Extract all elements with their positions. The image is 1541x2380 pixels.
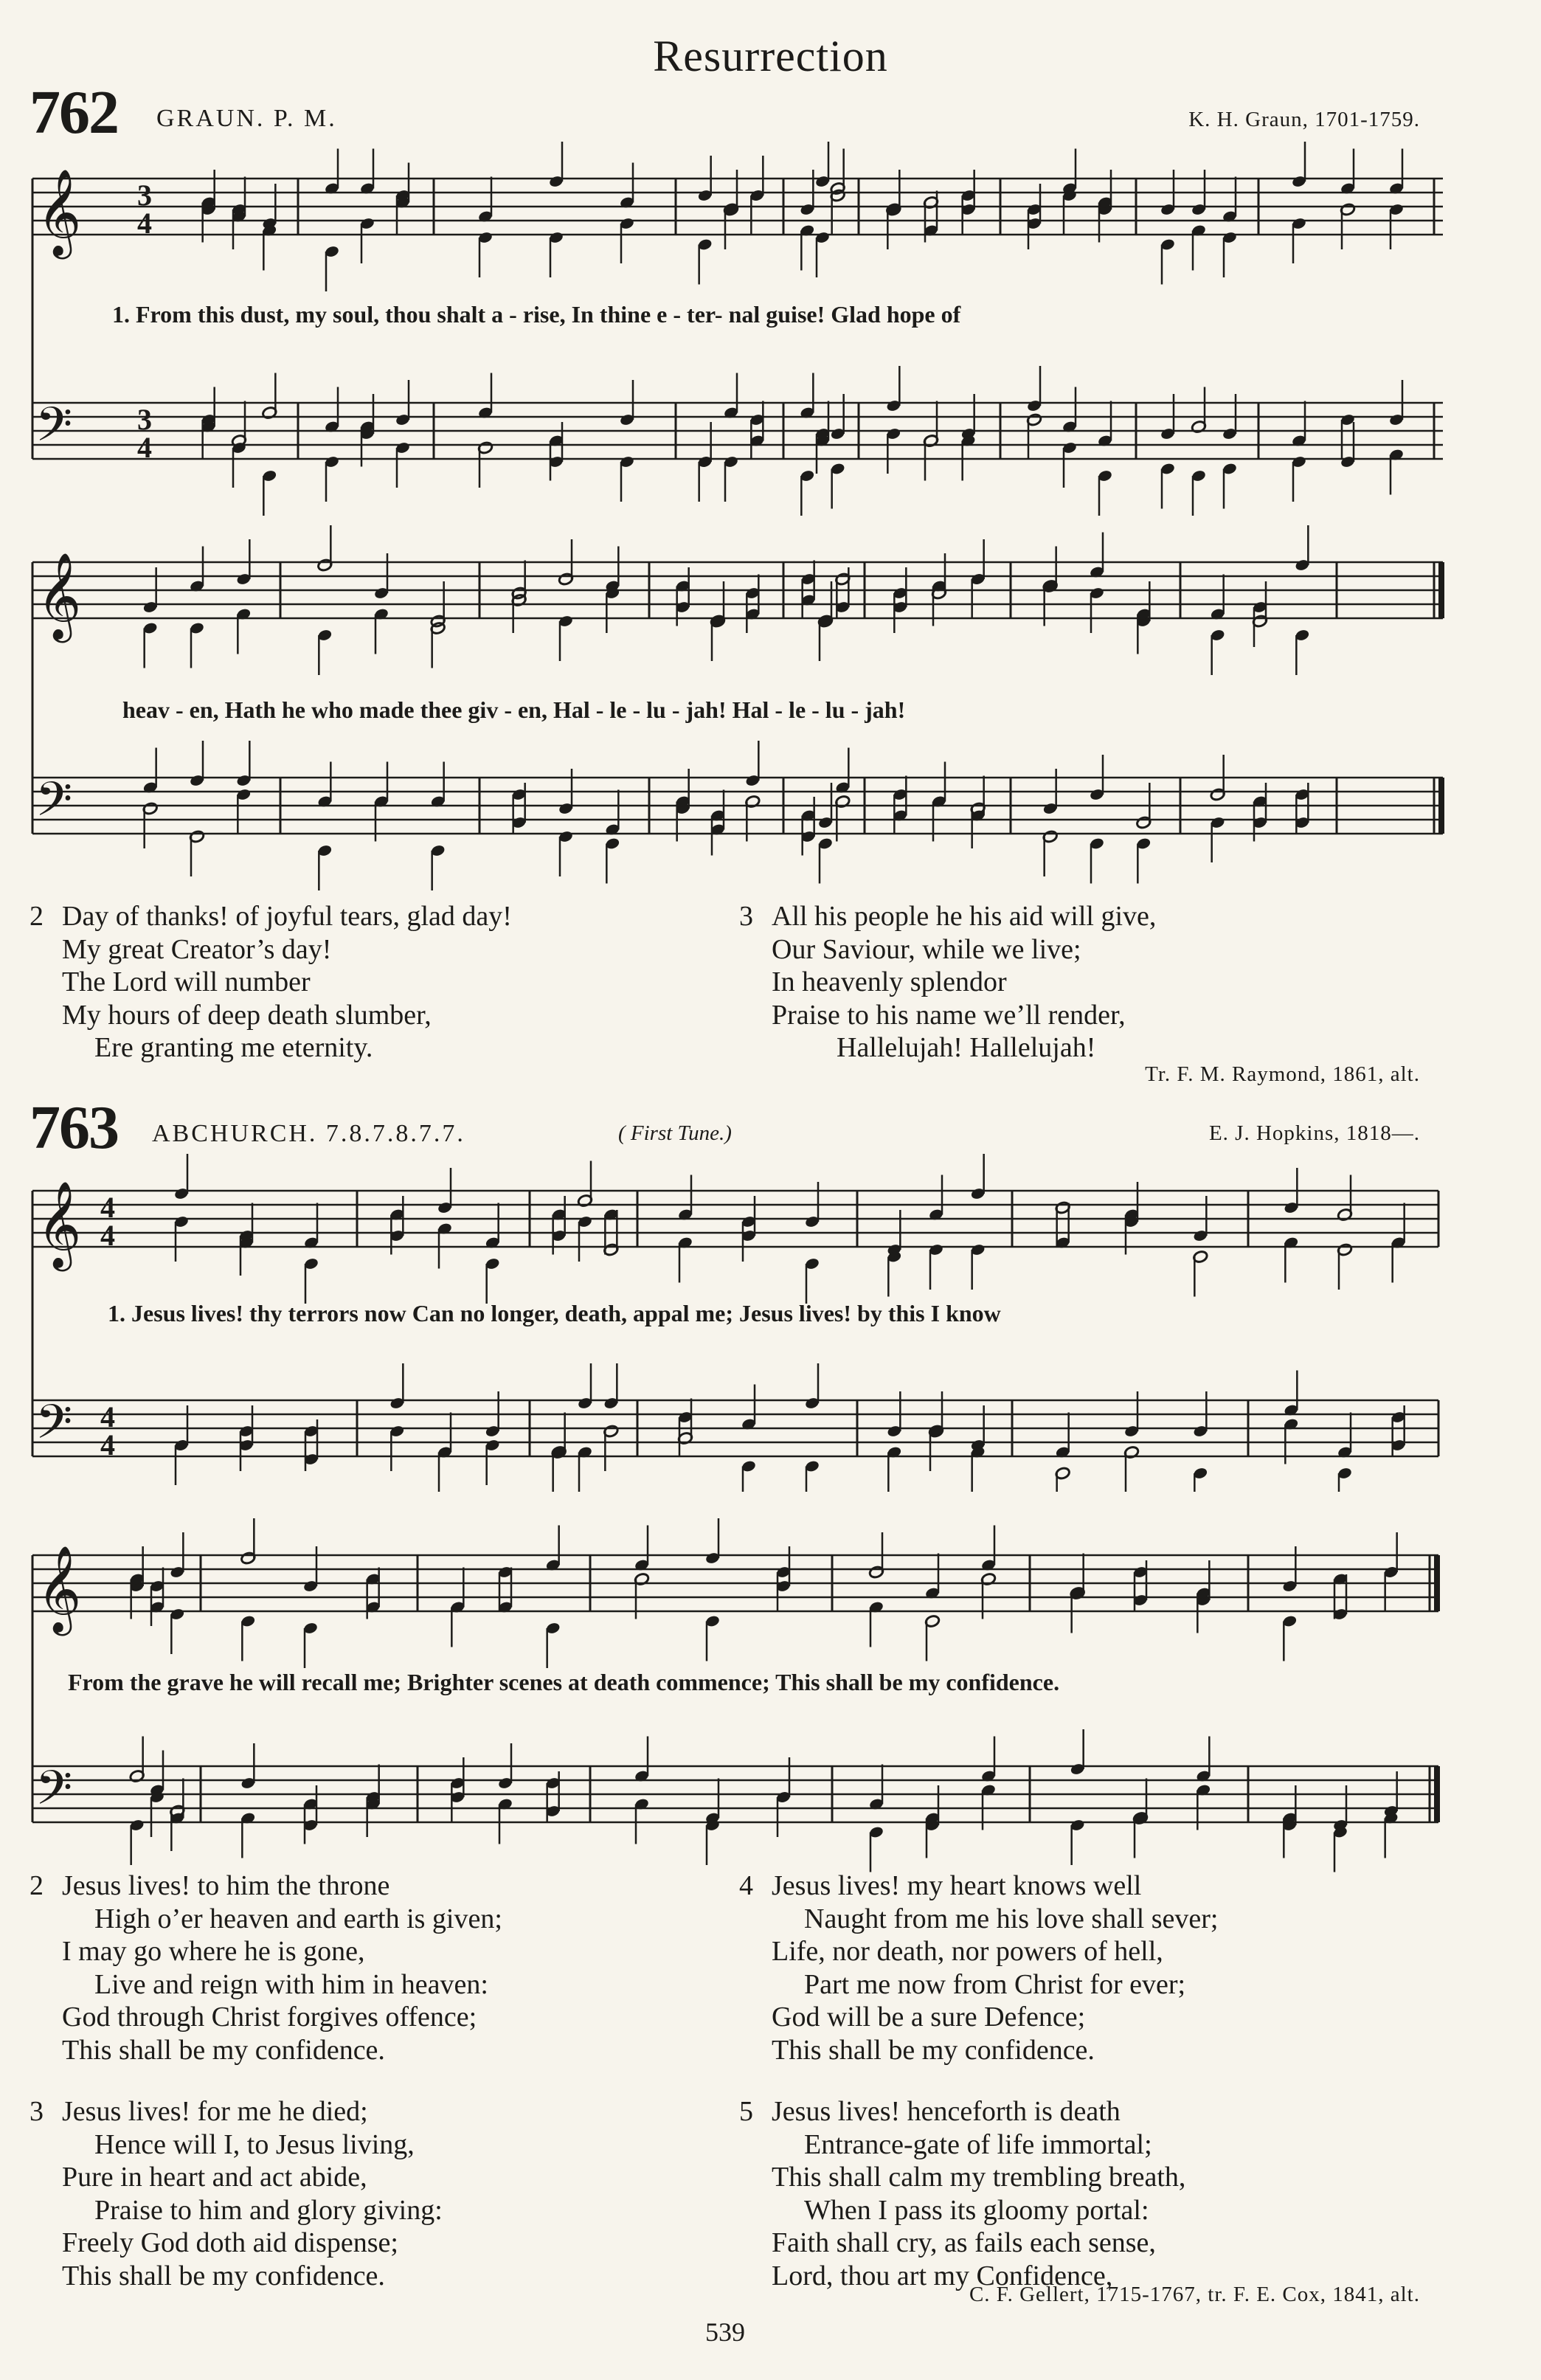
hymn-763-verse-5 [739,2095,1185,2292]
verse-line: Live and reign with him in heaven: [94,1968,488,2000]
hymn-763-music-system-2 [0,1517,1541,1900]
verse-line: Jesus lives! henceforth is death [772,2096,1121,2127]
page-number: 539 [705,2317,745,2347]
verse-line: When I pass its gloomy portal: [804,2194,1149,2226]
treble-clef-icon: 𝄞 [37,168,82,256]
treble-clef-icon: 𝄞 [37,1545,82,1633]
treble-staff [32,1555,1438,1611]
time-signature-bottom: 4 [100,1219,115,1252]
treble-clef-icon: 𝄞 [37,552,82,640]
verse-line: All his people he his aid will give, [772,901,1157,932]
time-signature-top: 3 [137,179,152,212]
bass-staff [32,1766,1438,1822]
verse-line: Life, nor death, nor powers of hell, [772,1936,1163,1967]
bass-clef-icon: 𝄢 [35,772,73,839]
verse-line: High o’er heaven and earth is given; [94,1903,502,1934]
verse-line: Lord, thou art my Confidence, [772,2260,1113,2291]
bass-staff [32,778,1443,834]
verse-number: 2 [30,1870,44,1901]
hymn-762-composer: K. H. Graun, 1701-1759. [1188,108,1420,131]
page-heading: Resurrection [653,32,888,80]
verse-line: This shall be my confidence. [62,2260,385,2291]
verse-line: This shall be my confidence. [772,2034,1095,2066]
verse-line: Hallelujah! Hallelujah! [837,1032,1096,1063]
hymn-762-music-system-1 [0,140,1541,553]
time-signature-top: 4 [100,1400,115,1433]
hymn-762-credit: Tr. F. M. Raymond, 1861, alt. [1145,1062,1420,1086]
verse-line: Jesus lives! my heart knows well [772,1870,1142,1901]
hymn-763-verse-3 [30,2095,443,2292]
verse-number: 5 [739,2096,753,2127]
verse-line: Part me now from Christ for ever; [804,1968,1186,2000]
hymn-763-composer: E. J. Hopkins, 1818—. [1208,1121,1420,1145]
hymn-763-first-tune: ( First Tune.) [618,1121,732,1145]
time-signature-top: 4 [100,1191,115,1224]
verse-line: This shall calm my trembling breath, [772,2162,1186,2193]
time-signature-bottom: 4 [137,207,152,240]
verse-line: The Lord will number [62,966,311,997]
verse-number: 4 [739,1870,753,1901]
time-signature-top: 3 [137,403,152,436]
hymn-763-number: 763 [30,1093,118,1162]
verse-line: My hours of deep death slumber, [62,999,432,1031]
hymn-762-lyrics-line-1: 1. From this dust, my soul, thou shalt a - rise, In thine e - ter- nal guise! Glad hope of [112,301,961,328]
verse-line: Hence will I, to Jesus living, [94,2128,415,2160]
verse-line: Praise to his name we’ll render, [772,999,1126,1031]
hymn-763-lyrics-line-2: From the grave he will recall me; Brighter scenes at death commence; This shall be my confidence. [68,1669,1060,1695]
verse-number: 2 [30,901,44,932]
verse-number: 3 [739,901,753,932]
hymn-762-lyrics-line-2: heav - en, Hath he who made thee giv - en, Hal - le - lu - jah! Hal - le - lu - jah! [122,696,906,723]
verse-line: God through Christ forgives offence; [62,2002,477,2033]
verse-line: This shall be my confidence. [62,2034,385,2066]
hymn-762-verse-2 [30,900,512,1065]
hymn-763-tune: ABCHURCH. 7.8.7.8.7.7. [152,1120,465,1147]
time-signature-bottom: 4 [137,431,152,464]
bass-clef-icon: 𝄢 [35,1761,73,1827]
bass-clef-icon: 𝄢 [35,398,73,464]
verse-line: Naught from me his love shall sever; [804,1903,1219,1934]
verse-line: Entrance-gate of life immortal; [804,2128,1152,2160]
verse-line: My great Creator’s day! [62,933,332,965]
time-signature-bottom: 4 [100,1428,115,1461]
verse-line: Faith shall cry, as fails each sense, [772,2227,1156,2258]
hymn-763-credit: C. F. Gellert, 1715-1767, tr. F. E. Cox, 1841, alt. [969,2283,1420,2306]
hymn-762-verse-3 [739,900,1156,1065]
verse-line: Jesus lives! to him the throne [62,1870,390,1901]
verse-line: Ere granting me eternity. [94,1032,373,1063]
verse-line: Freely God doth aid dispense; [62,2227,398,2258]
bass-clef-icon: 𝄢 [35,1395,73,1461]
hymn-762-number: 762 [30,78,118,147]
verse-line: Pure in heart and act abide, [62,2162,367,2193]
verse-line: Praise to him and glory giving: [94,2194,443,2226]
hymn-763-verse-2 [30,1869,502,2066]
hymn-763-lyrics-line-1: 1. Jesus lives! thy terrors now Can no longer, death, appal me; Jesus lives! by this I know [108,1300,1001,1326]
hymn-763-verse-4 [739,1869,1218,2066]
verse-line: God will be a sure Defence; [772,2002,1086,2033]
treble-clef-icon: 𝄞 [37,1180,82,1268]
verse-line: In heavenly splendor [772,966,1007,997]
verse-line: Jesus lives! for me he died; [62,2096,368,2127]
verse-line: Our Saviour, while we live; [772,933,1081,965]
verse-line: I may go where he is gone, [62,1936,365,1967]
hymn-762-tune: GRAUN. P. M. [156,105,337,132]
verse-line: Day of thanks! of joyful tears, glad day! [62,901,512,932]
verse-number: 3 [30,2096,44,2127]
